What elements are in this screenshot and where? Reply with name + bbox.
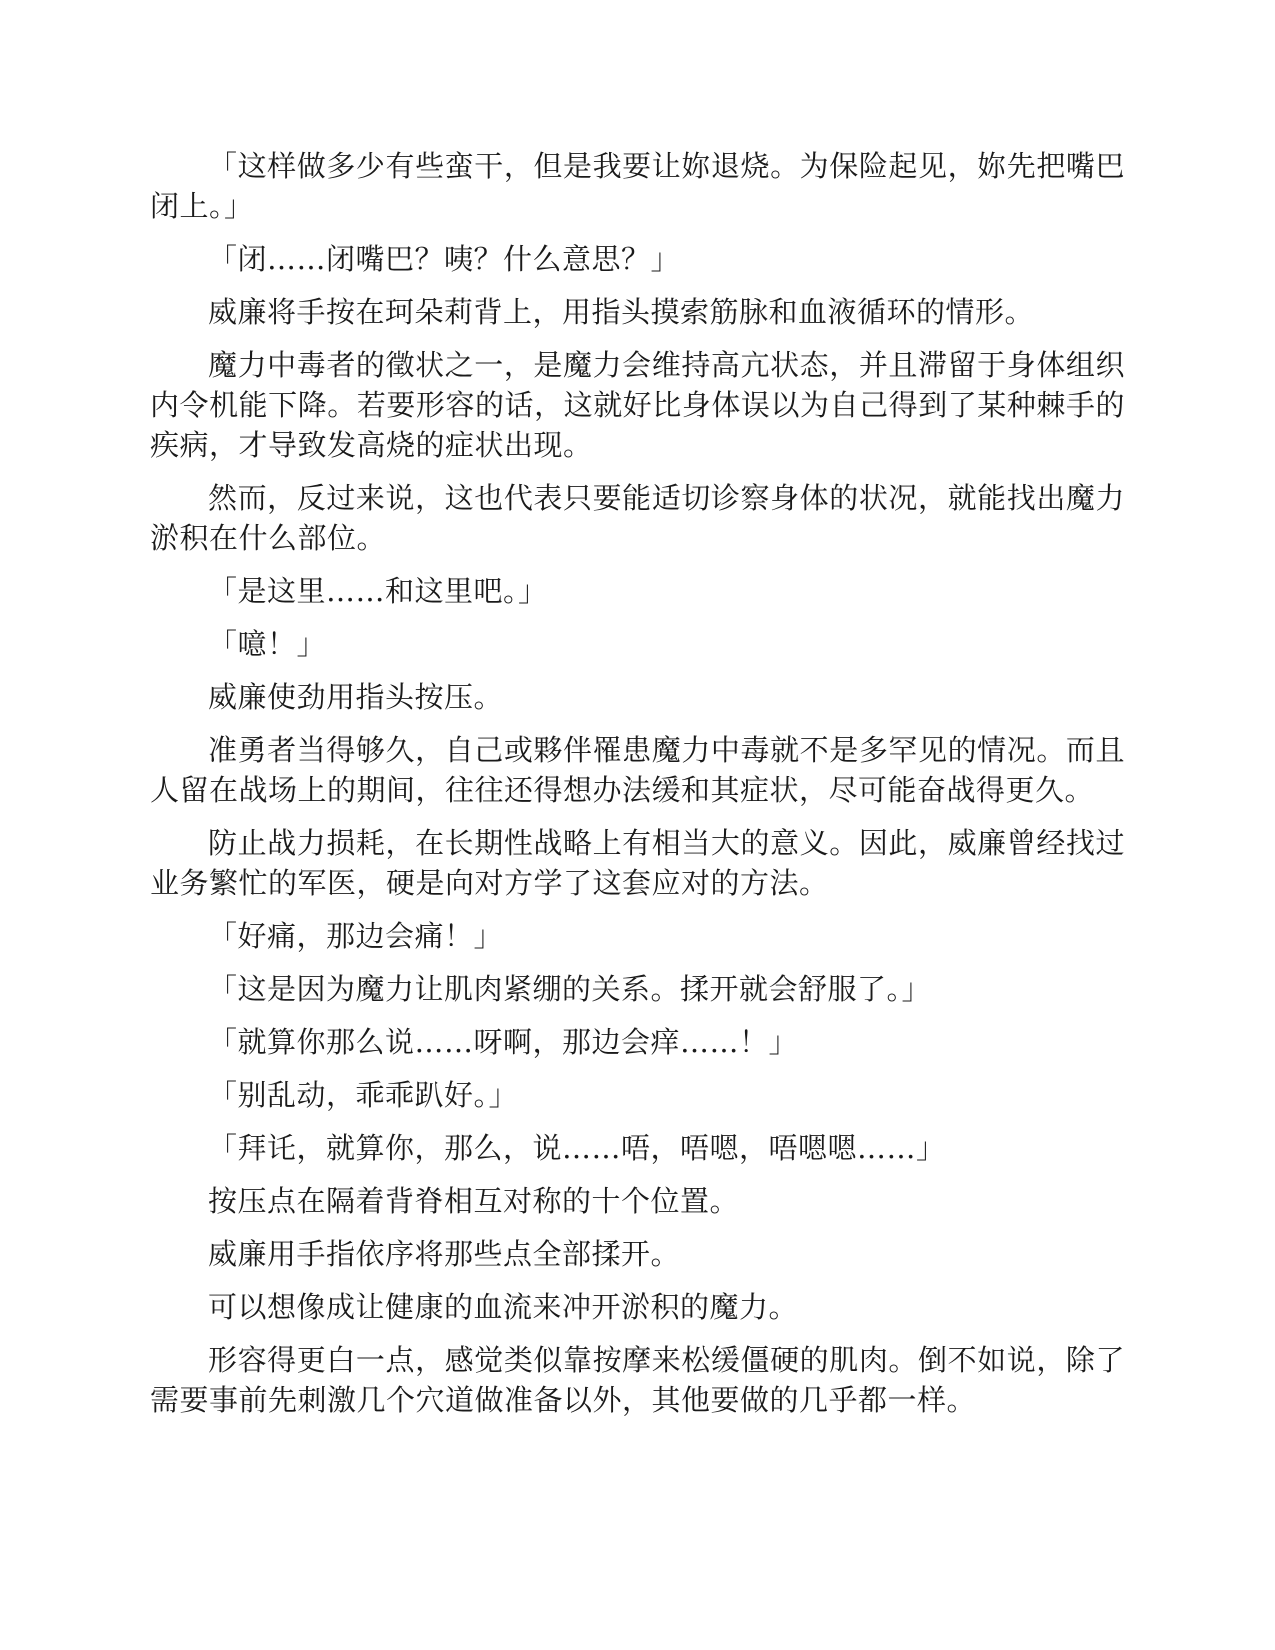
- paragraph: 「拜讬，就算你，那么，说……唔，唔嗯，唔嗯嗯……」: [208, 1131, 946, 1165]
- paragraph: 「是这里……和这里吧。」: [208, 574, 548, 608]
- paragraph: 「这样做多少有些蛮干，但是我要让妳退烧。为保险起见，妳先把嘴巴闭上。」: [150, 149, 1125, 223]
- paragraph: 「别乱动，乖乖趴好。」: [208, 1078, 519, 1112]
- paragraph: 威廉用手指依序将那些点全部揉开。: [208, 1237, 681, 1271]
- paragraph: 防止战力损耗，在长期性战略上有相当大的意义。因此，威廉曾经找过业务繁忙的军医，硬是向对方学了这套应对的方法。: [150, 826, 1125, 900]
- paragraph: 可以想像成让健康的血流来冲开淤积的魔力。: [208, 1290, 799, 1324]
- paragraph: 「好痛，那边会痛！」: [208, 919, 504, 953]
- paragraph: 「这是因为魔力让肌肉紧绷的关系。揉开就会舒服了。」: [208, 972, 932, 1006]
- paragraph: 形容得更白一点，感觉类似靠按摩来松缓僵硬的肌肉。倒不如说，除了需要事前先刺激几个穴道做准备以外，其他要做的几乎都一样。: [150, 1343, 1125, 1417]
- paragraph: 魔力中毒者的徵状之一，是魔力会维持高亢状态，并且滞留于身体组织内令机能下降。若要形容的话，这就好比身体误以为自己得到了某种棘手的疾病，才导致发高烧的症状出现。: [150, 348, 1125, 462]
- paragraph: 威廉将手按在珂朵莉背上，用指头摸索筋脉和血液循环的情形。: [208, 295, 1035, 329]
- paragraph: 准勇者当得够久，自己或夥伴罹患魔力中毒就不是多罕见的情况。而且人留在战场上的期间，往往还得想办法缓和其症状，尽可能奋战得更久。: [150, 733, 1125, 807]
- page-body: [150, 146, 1125, 1433]
- paragraph: 然而，反过来说，这也代表只要能适切诊察身体的状况，就能找出魔力淤积在什么部位。: [150, 481, 1125, 555]
- paragraph: 「闭……闭嘴巴？咦？什么意思？」: [208, 242, 681, 276]
- paragraph: 「就算你那么说……呀啊，那边会痒……！」: [208, 1025, 799, 1059]
- paragraph: 按压点在隔着背脊相互对称的十个位置。: [208, 1184, 740, 1218]
- paragraph: 威廉使劲用指头按压。: [208, 680, 504, 714]
- paragraph: 「噫！」: [208, 627, 327, 661]
